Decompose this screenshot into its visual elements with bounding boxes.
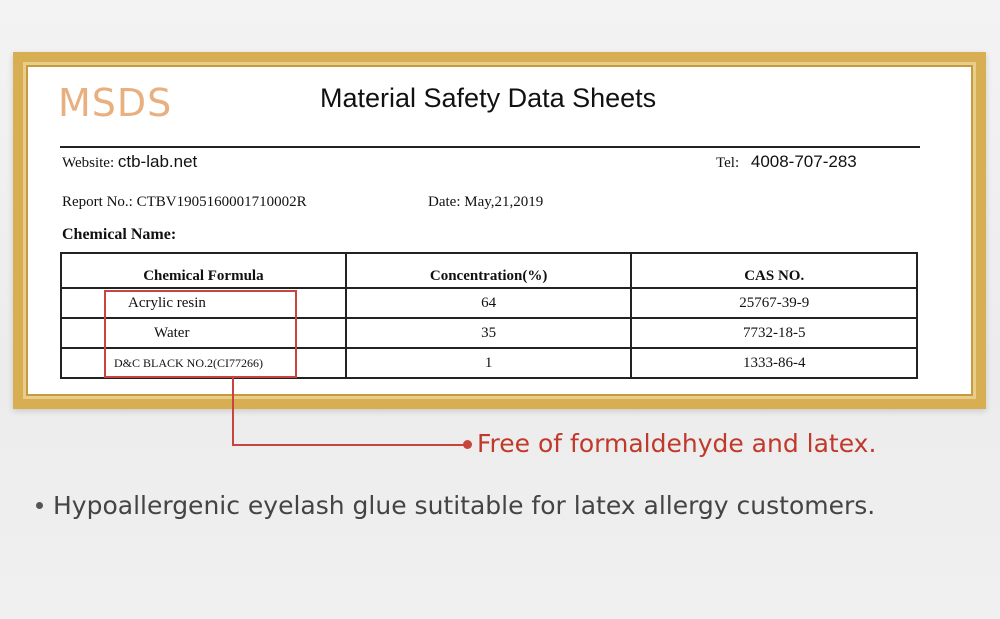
cell-concentration: 35 <box>346 318 632 348</box>
callout-connector-horizontal <box>232 444 468 446</box>
callout-connector-vertical <box>232 378 234 446</box>
tel-line <box>716 153 857 171</box>
msds-logo: MSDS <box>58 81 173 125</box>
callout-dot-icon <box>463 440 472 449</box>
chemical-name-label: Chemical Name: <box>62 226 177 243</box>
header-chemical-formula: Chemical Formula <box>61 253 346 288</box>
header-divider <box>60 146 920 148</box>
ingredients-highlight-box <box>104 290 297 378</box>
cell-formula: Acrylic resin <box>61 288 346 318</box>
cell-formula: D&C BLACK NO.2(CI77266) <box>61 348 346 378</box>
date-value: May,21,2019 <box>464 194 544 210</box>
bullet-dot-icon <box>36 502 43 509</box>
feature-bullet-text: Hypoallergenic eyelash glue sutitable for latex allergy customers. <box>53 491 876 520</box>
header-concentration: Concentration(%) <box>346 253 632 288</box>
cell-cas: 7732-18-5 <box>631 318 917 348</box>
report-value: CTBV1905160001710002R <box>136 194 307 210</box>
cell-formula: Water <box>61 318 346 348</box>
tel-value: 4008-707-283 <box>750 152 857 171</box>
report-line <box>62 195 307 210</box>
feature-bullet <box>36 491 875 521</box>
cell-concentration: 64 <box>346 288 632 318</box>
cell-cas: 1333-86-4 <box>631 348 917 378</box>
tel-label: Tel: <box>716 155 740 171</box>
report-label: Report No.: <box>62 194 133 210</box>
header-cas-no: CAS NO. <box>631 253 917 288</box>
website-value: ctb-lab.net <box>117 152 198 171</box>
website-label: Website: <box>62 155 115 171</box>
table-header-row <box>61 253 917 288</box>
document-title: Material Safety Data Sheets <box>320 83 657 113</box>
callout-text: Free of formaldehyde and latex. <box>477 429 877 458</box>
cell-cas: 25767-39-9 <box>631 288 917 318</box>
date-label: Date: <box>428 194 461 210</box>
cell-concentration: 1 <box>346 348 632 378</box>
date-line <box>428 195 543 210</box>
website-line <box>62 153 197 171</box>
